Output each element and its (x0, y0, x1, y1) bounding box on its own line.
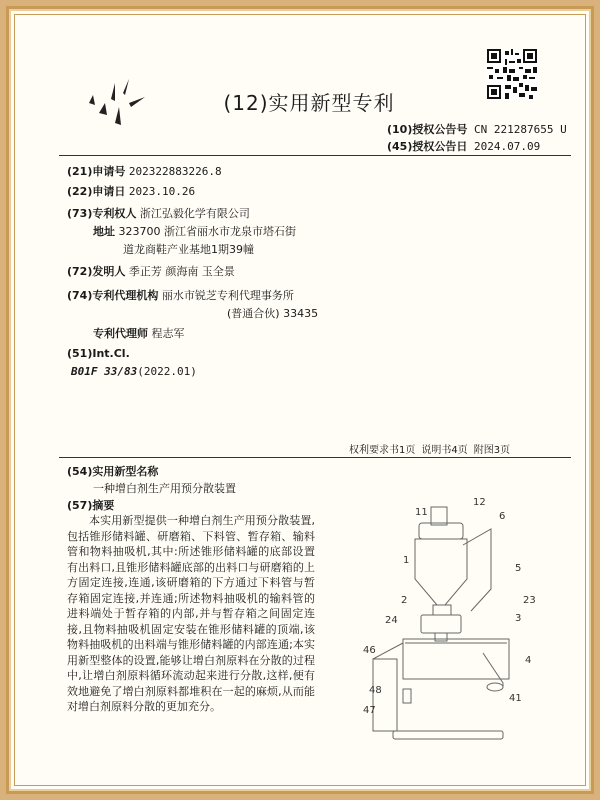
field-label: 发明人 (92, 265, 126, 278)
label-6: 6 (499, 511, 506, 522)
utility-model-name: 一种增白剂生产用预分散装置 (93, 482, 236, 495)
label-2: 2 (401, 595, 408, 606)
device-drawing (323, 493, 553, 743)
address-line-2: 道龙商鞋产业基地1期39幢 (123, 243, 254, 256)
field-label: 申请号 (92, 165, 126, 178)
field-code: (22) (67, 185, 93, 198)
label-41: 41 (509, 693, 522, 704)
claims-pages: 权利要求书1页 (349, 445, 416, 456)
header-divider (59, 155, 571, 156)
section-divider (59, 457, 571, 458)
field-label: 实用新型名称 (92, 465, 159, 478)
field-label: Int.Cl. (92, 347, 130, 360)
publication-date: 2024.07.09 (474, 140, 541, 153)
label-24: 24 (385, 615, 398, 626)
field-label: 专利代理机构 (92, 289, 159, 302)
publication-date-label: (45)授权公告日 (387, 140, 468, 153)
field-code: (54) (67, 465, 93, 478)
abstract-label: 摘要 (92, 499, 115, 512)
ipc-version: (2022.01) (137, 365, 197, 378)
field-label: 专利权人 (92, 207, 137, 220)
label-11: 11 (415, 507, 428, 518)
label-3: 3 (515, 613, 522, 624)
ipc-class: B01F 33/83 (71, 365, 138, 378)
application-date: 2023.10.26 (128, 185, 196, 198)
field-label: 地址 (93, 225, 115, 238)
publication-info (387, 121, 567, 155)
label-46: 46 (363, 645, 376, 656)
patentee-name: 浙江弘毅化学有限公司 (139, 207, 250, 220)
inventor-names: 季正芳 颜海南 玉全景 (128, 265, 235, 278)
agent-name: 程志军 (151, 327, 185, 340)
application-number: 202322883226.8 (128, 165, 222, 178)
drawings-pages: 附图3页 (473, 445, 511, 456)
certificate-frame (6, 6, 594, 794)
label-4: 4 (525, 655, 532, 666)
abstract-text: 本实用新型提供一种增白剂生产用预分散装置,包括锥形储料罐、研磨箱、下料管、暂存箱、输料管和物料抽吸机,其中:所述锥形储料罐的底部设置有出料口,且锥形储料罐底部的出料口与研磨箱的上方固定连接,连通,该研磨箱的下方通过下料管与暂存箱固定连接,并连通;所述物料抽吸机的输料管的进料端处于暂存箱的内部,并与暂存箱之间固定连接,且物料抽吸机固定安装在锥形储料罐的顶端,该物料抽吸机的出料端与锥形储料罐的内部连通;本实用新型整体的设置,能够让增白剂原料在分散的过程中,让增白剂原料循环流动起来进行分散,这样,便有效地避免了增白剂原料都堆积在一起的麻烦,从而能对增白剂原料分散的更加充分。 (67, 514, 315, 713)
document-title: (12)实用新型专利 (223, 91, 395, 115)
agency-name: 丽水市锐芝专利代理事务所 (161, 289, 294, 302)
agency-code: (普通合伙) 33435 (227, 307, 319, 320)
page-counts (343, 441, 510, 456)
field-label: 申请日 (92, 185, 126, 198)
field-code: (72) (67, 265, 93, 278)
publication-number-label: (10)授权公告号 (387, 123, 468, 136)
field-code: (51) (67, 347, 93, 360)
field-code: (21) (67, 165, 93, 178)
address-line-1: 323700 浙江省丽水市龙泉市塔石街 (118, 225, 296, 238)
label-48: 48 (369, 685, 382, 696)
description-pages: 说明书4页 (421, 445, 468, 456)
field-code: (74) (67, 289, 93, 302)
label-23: 23 (523, 595, 536, 606)
label-12: 12 (473, 497, 486, 508)
label-47: 47 (363, 705, 376, 716)
label-5: 5 (515, 563, 522, 574)
field-code: (73) (67, 207, 93, 220)
label-1: 1 (403, 555, 410, 566)
field-code: (57) (67, 499, 93, 512)
field-label: 专利代理师 (93, 327, 148, 340)
patent-page (23, 23, 595, 795)
publication-number: CN 221287655 U (474, 123, 567, 136)
